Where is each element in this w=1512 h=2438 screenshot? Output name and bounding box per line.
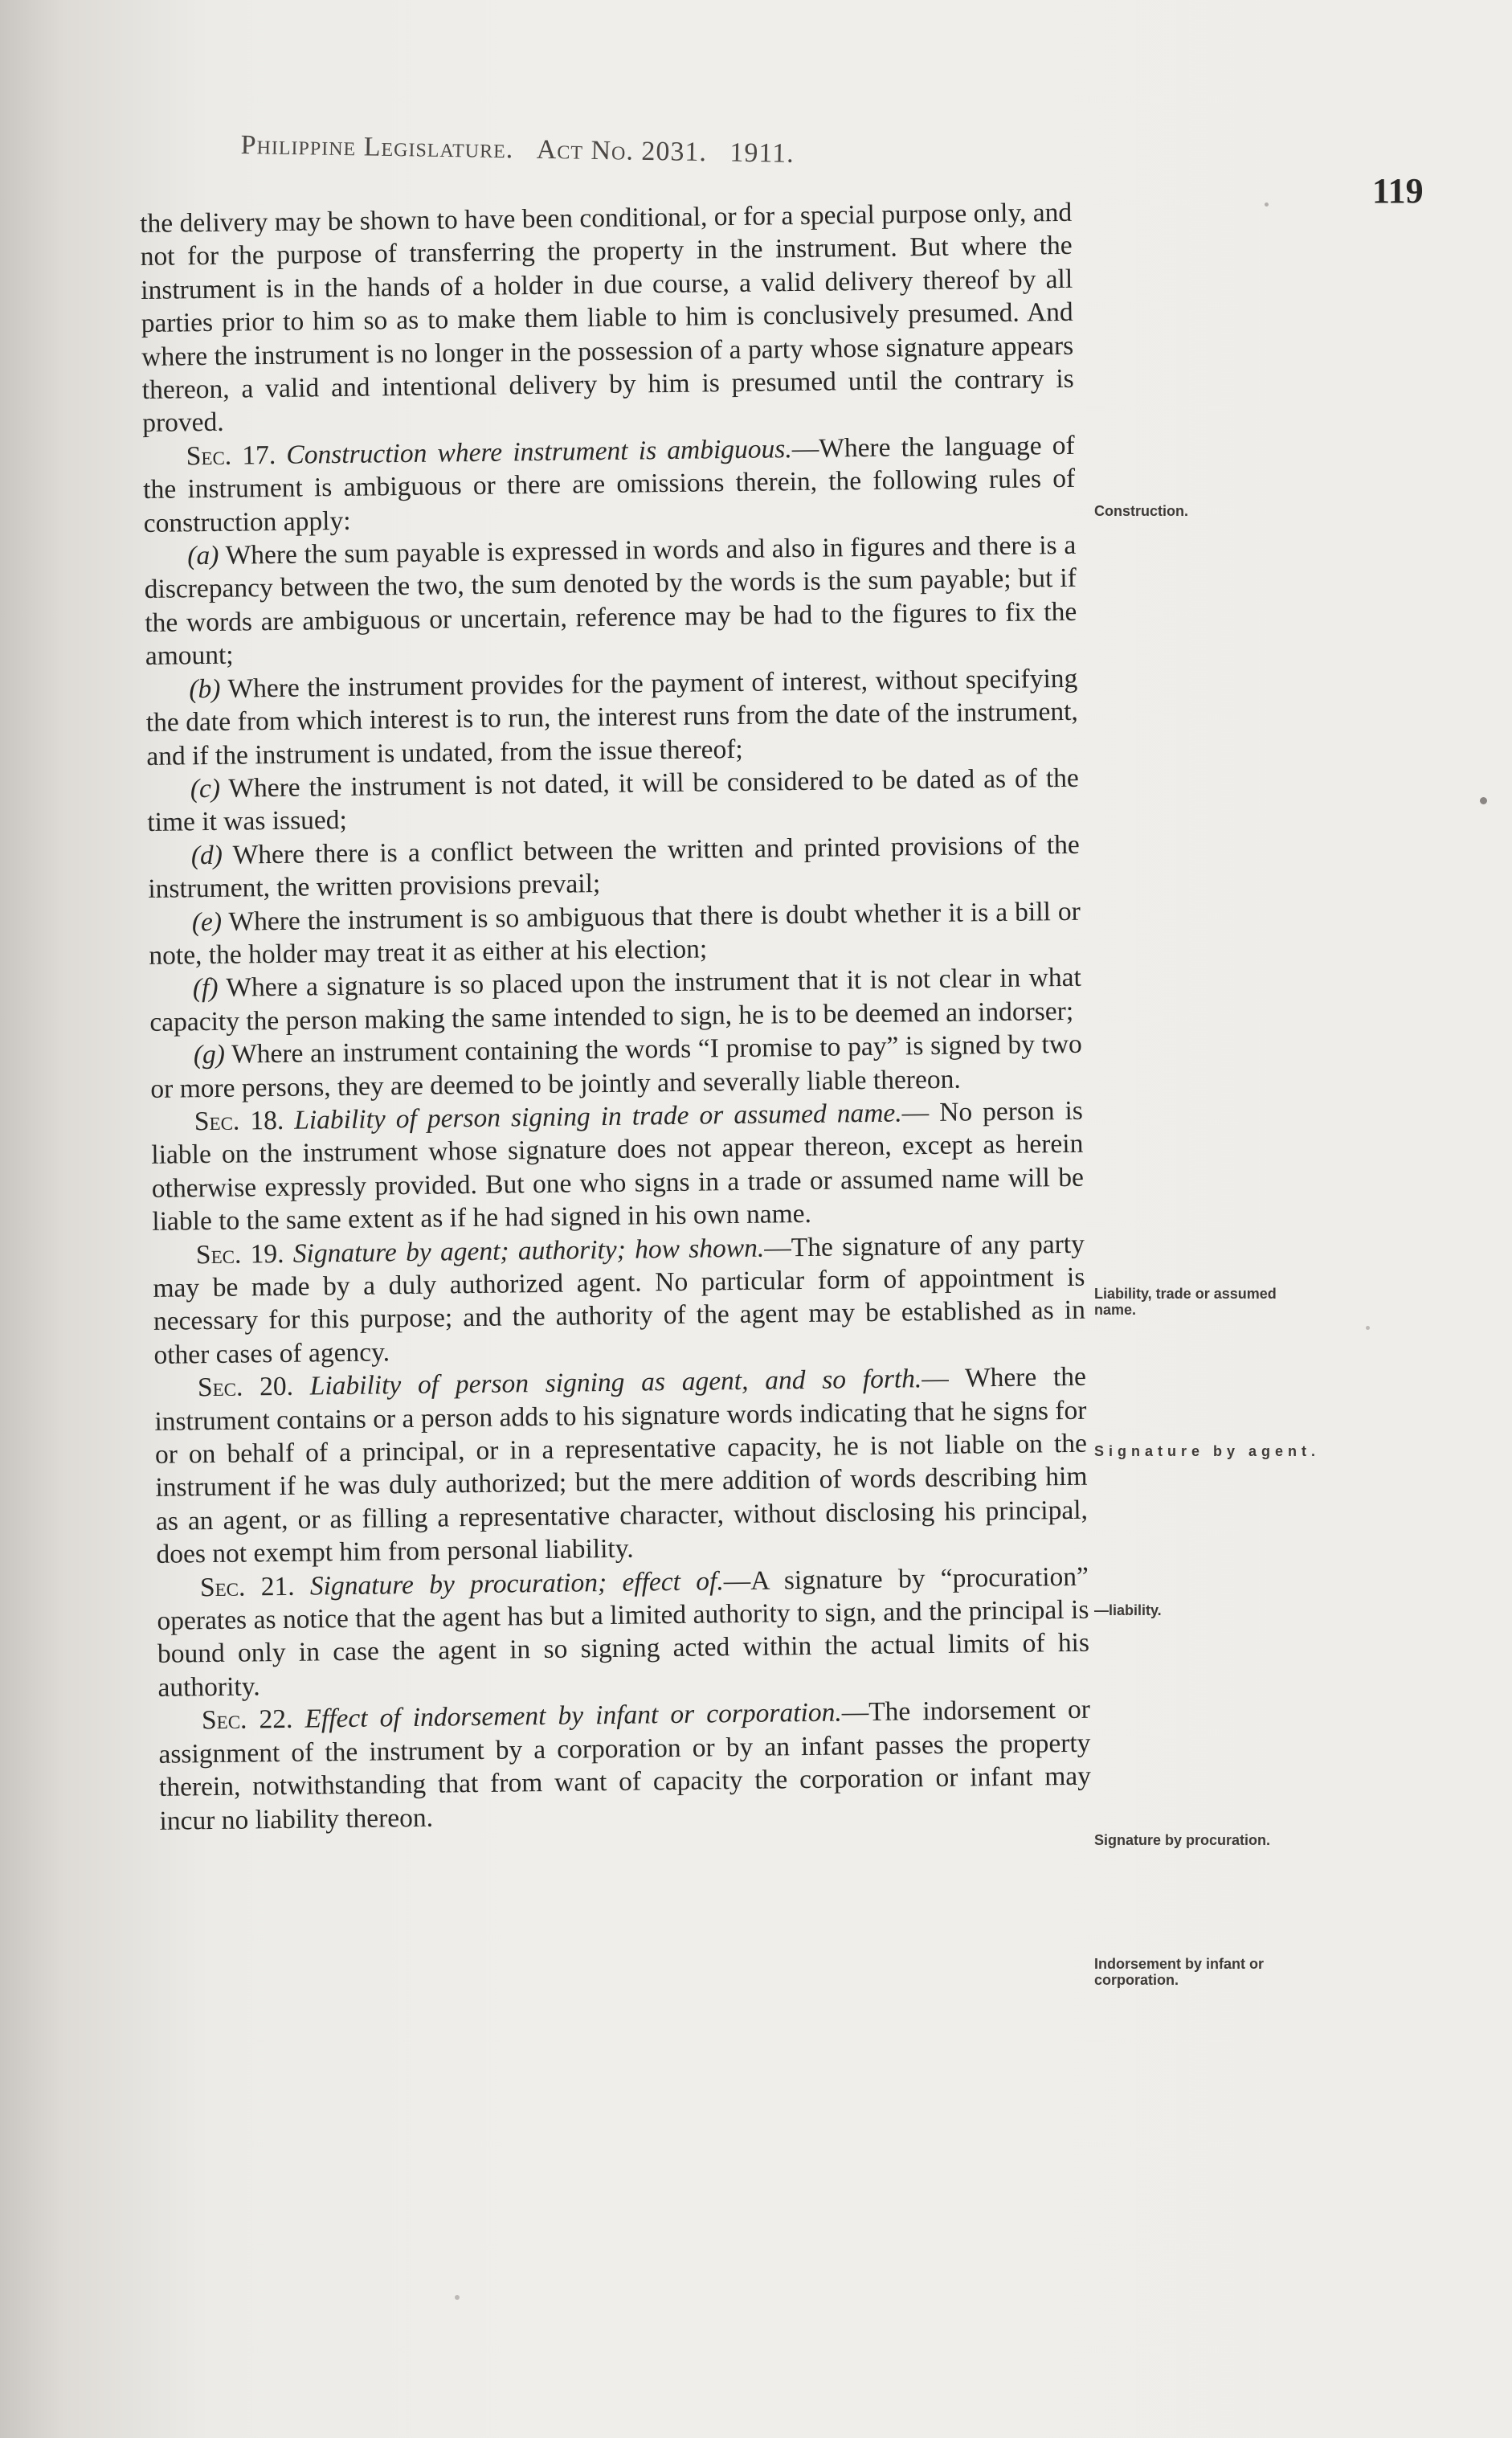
rule-text: Where an instrument containing the words “I promise to pay” is signed by two or more persons, they are deemed to be jointly and severally liable thereon. [150,1029,1083,1104]
margin-note-signature-agent: Signature by agent. [1094,1443,1321,1459]
section-text: —Where the language of the instrument is ambiguous or there are omissions therein, the following rules of construction apply: [143,430,1076,538]
running-title-legislature: Philippine Legislature. [240,130,514,165]
rule-f [149,961,1082,1039]
rule-label: (g) [193,1039,226,1070]
running-title-year: 1911. [729,137,795,169]
paper-speck [1366,1326,1370,1330]
rule-text: Where the instrument provides for the payment of interest, without specifying the date from which interest is to run, the interest runs from the date of the instrument, and if the instrument is undated, from the issue thereof; [145,663,1078,771]
margin-note-signature-procuration: Signature by procuration. [1094,1832,1271,1848]
rule-label: (f) [192,973,219,1004]
rule-e [149,894,1081,972]
rule-text: Where the instrument is not dated, it will be considered to be dated as of the time it was issued; [147,763,1080,838]
rule-label: (e) [191,906,223,937]
section-20 [154,1360,1089,1572]
section-heading: Liability of person signing in trade or assumed name. [293,1098,902,1135]
section-18 [151,1094,1085,1239]
paper-speck [1265,202,1269,207]
section-number: Sec. 19. [195,1238,284,1270]
section-number: Sec. 17. [186,440,276,472]
running-title-act: Act No. 2031. [536,134,708,168]
section-text: —A signature by “procuration” operates as notice that the agent has but a limited authority to sign, and the principal is bound only in case the agent in so signing acted within the actual limits of his authority. [157,1561,1090,1703]
section-21 [157,1560,1090,1704]
body-text [140,196,1092,1838]
section-heading: Signature by agent; authority; how shown. [292,1233,765,1269]
section-number: Sec. 21. [199,1571,295,1602]
paper-speck [1480,797,1487,804]
continuation-paragraph: the delivery may be shown to have been conditional, or for a special purpose only, and not for the purpose of transferring the property in the instrument. But where the instrument is in the hands of a holder in due course, a valid delivery thereof by all parties prior to him so as to make them liable to him is conclusively presumed. And where the instrument is no longer in the possession of a party whose signature appears thereon, a valid and intentional delivery by him is presumed until the contrary is proved. [140,197,1074,439]
rule-c [147,762,1080,840]
section-text: —The indorsement or assignment of the instrument by a corporation or by an infant passes the property therein, notwithstanding that from want of capacity the corporation or infant may incur no liability thereon. [158,1694,1092,1836]
rule-label: (d) [190,840,223,870]
rule-text: Where the instrument is so ambiguous that there is doubt whether it is a bill or note, the holder may treat it as either at his election; [149,896,1081,971]
section-17 [143,429,1076,540]
rule-text: Where a signature is so placed upon the instrument that it is not clear in what capacity the person making the same intended to sign, he is to be deemed an indorser; [149,963,1082,1037]
margin-note-liability-trade: Liability, trade or assumed name. [1094,1286,1277,1318]
page-number: 119 [1372,171,1424,211]
rule-text: Where the sum payable is expressed in words and also in figures and there is a discrepancy between the two, the sum denoted by the words is the sum payable; but if the words are ambiguous or uncertain, reference may be had to the figures to fix the amount; [144,530,1077,672]
margin-note-construction: Construction. [1094,503,1188,519]
section-heading: Liability of person signing as agent, and so forth. [309,1364,922,1401]
section-number: Sec. 20. [197,1371,294,1403]
rule-label: (c) [190,773,221,804]
section-heading: Construction where instrument is ambiguous. [286,433,792,470]
margin-note-liability: —liability. [1094,1602,1162,1618]
rule-g [150,1028,1083,1106]
rule-label: (b) [189,673,221,704]
section-heading: Signature by procuration; effect of. [309,1565,724,1601]
section-text: —The signature of any party may be made by a duly authorized agent. No particular form of appointment is necessary for this purpose; and the authority of the agent may be established as in other cases of agency. [153,1229,1086,1370]
section-number: Sec. 18. [194,1105,284,1137]
section-heading: Effect of indorsement by infant or corporation. [304,1697,842,1734]
section-text: — No person is liable on the instrument whose signature does not appear thereon, except as herein otherwise expressly provided. But one who signs in a trade or assumed name will be liable to the same extent as if he had signed in his own name. [151,1095,1085,1237]
section-number: Sec. 22. [201,1704,293,1736]
section-text: — Where the instrument contains or a person adds to his signature words indicating that he signs for or on behalf of a principal, or in a representative capacity, he is not liable on the instrument if he was duly authorized; but the mere addition of words describing him as an agent, or as filling a representative character, without disclosing his principal, does not exempt him from personal liability. [154,1361,1089,1570]
section-19 [153,1227,1086,1372]
rule-text: Where there is a conflict between the written and printed provisions of the instrument, the written provisions prevail; [148,829,1081,905]
rule-label: (a) [187,540,219,571]
section-22 [158,1693,1092,1838]
rule-a [144,529,1077,673]
paper-speck [455,2295,460,2300]
margin-note-indorsement-infant: Indorsement by infant or corporation. [1094,1956,1265,1988]
rule-d [148,828,1081,906]
rule-b [145,661,1078,772]
